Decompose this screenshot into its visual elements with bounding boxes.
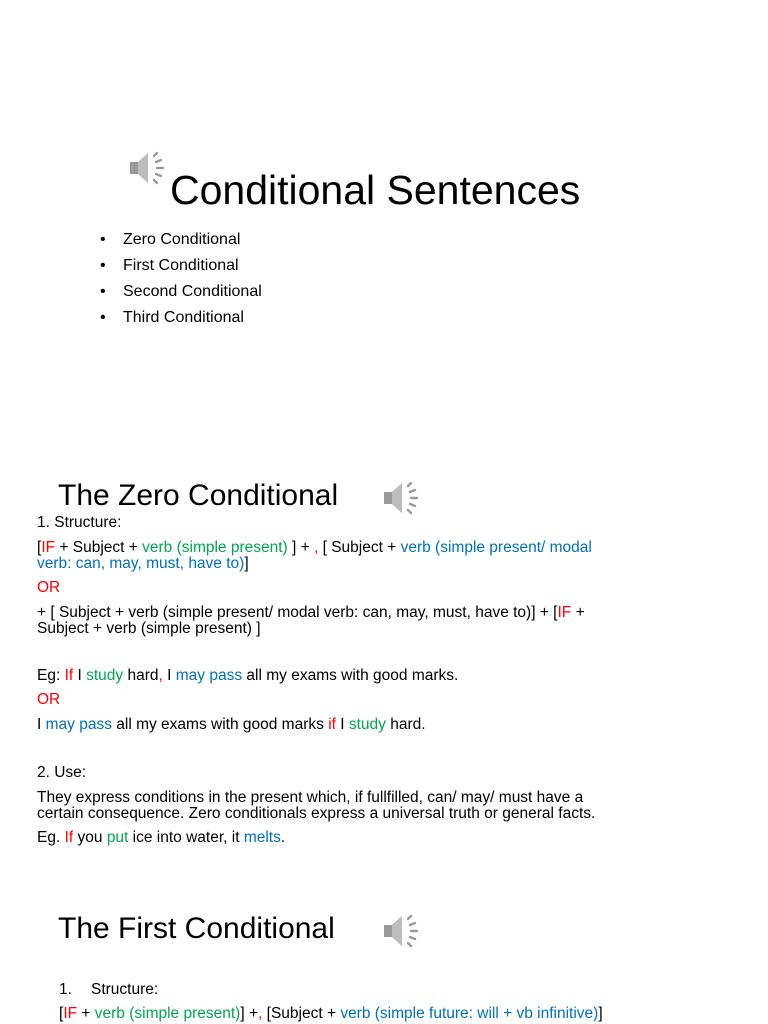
- example-sentence: I may pass all my exams with good marks if I study hard.: [37, 716, 426, 733]
- structure-heading: 1. Structure:: [59, 981, 159, 998]
- slide-title: Conditional Sentences: [170, 167, 581, 213]
- use-description: They express conditions in the present which, if fullfilled, can/ may/ must have a: [37, 789, 584, 806]
- structure-formula: [IF + verb (simple present)] +, [Subject + verb (simple future: will + vb infinitive)]: [59, 1005, 603, 1022]
- section-title: The Zero Conditional: [58, 479, 339, 512]
- list-item: • Third Conditional: [100, 309, 244, 326]
- speaker-icon[interactable]: [380, 478, 424, 518]
- structure-heading: 1. Structure:: [37, 514, 122, 531]
- use-description: certain consequence. Zero conditionals express a universal truth or general facts.: [37, 805, 596, 822]
- example-sentence: Eg. If you put ice into water, it melts.: [37, 829, 286, 846]
- section-title: The First Conditional: [58, 912, 335, 945]
- speaker-icon[interactable]: [380, 911, 424, 951]
- example-sentence: Eg: If I study hard, I may pass all my exams with good marks.: [37, 667, 459, 684]
- list-item: • Second Conditional: [100, 283, 262, 300]
- structure-formula: + [ Subject + verb (simple present/ modal verb: can, may, must, have to)] + [IF +: [37, 604, 585, 621]
- structure-formula: Subject + verb (simple present) ]: [37, 620, 261, 637]
- or-label: OR: [37, 579, 61, 596]
- speaker-icon[interactable]: [126, 148, 170, 188]
- use-heading: 2. Use:: [37, 764, 87, 781]
- list-item: • Zero Conditional: [100, 231, 241, 248]
- or-label: OR: [37, 691, 61, 708]
- topic-list: [100, 227, 262, 331]
- structure-formula: verb: can, may, must, have to)]: [37, 555, 249, 572]
- list-item: • First Conditional: [100, 257, 239, 274]
- structure-formula: [IF + Subject + verb (simple present) ] + , [ Subject + verb (simple present/ modal: [37, 539, 592, 556]
